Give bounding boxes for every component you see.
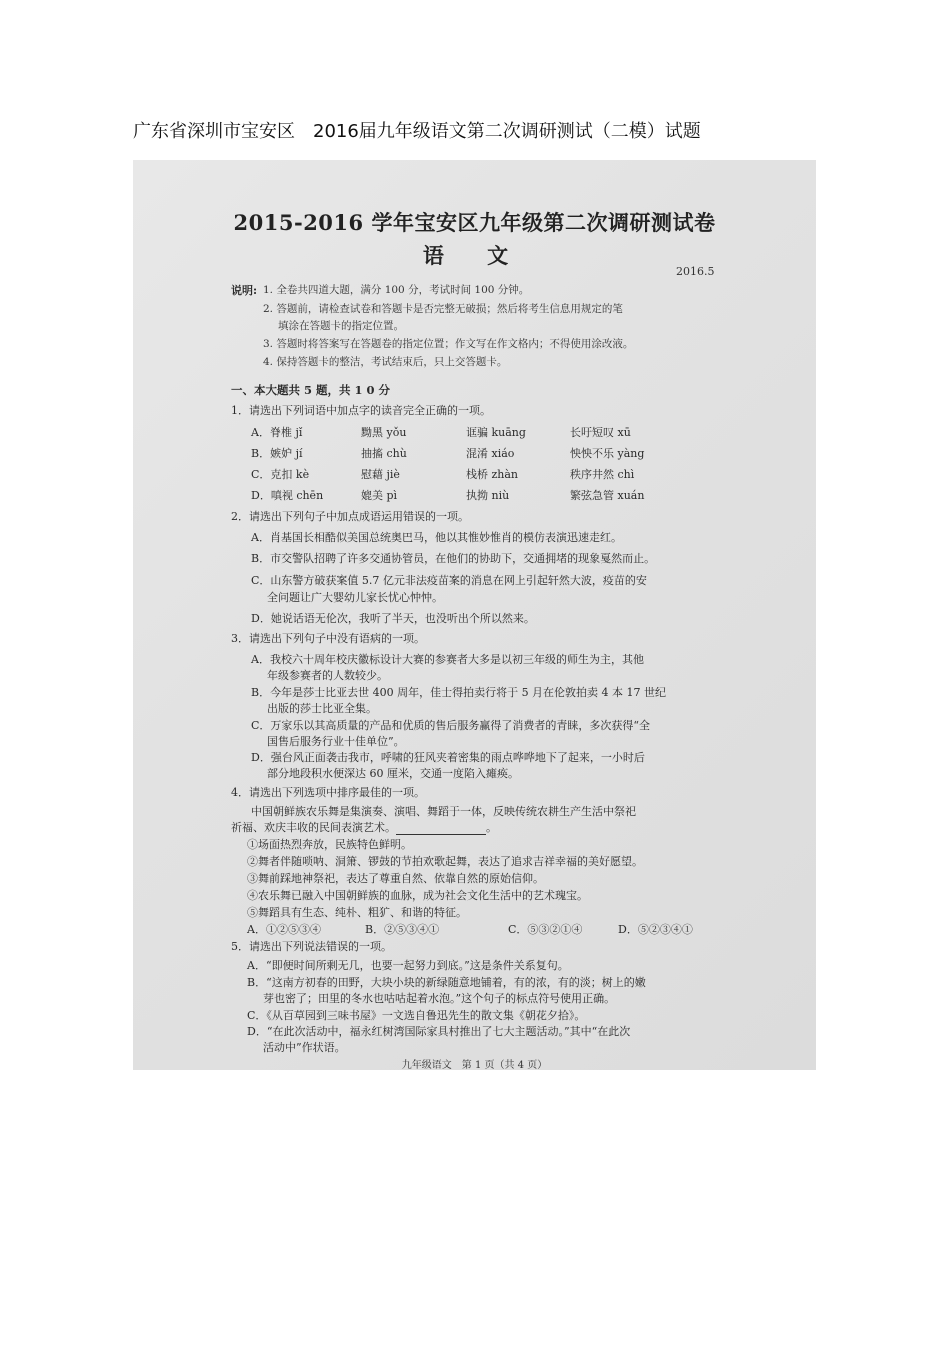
q4-item: ①场面热烈奔放，民族特色鲜明。 <box>247 838 412 851</box>
q2-option: A．肖基国长相酷似美国总统奥巴马，他以其惟妙惟肖的模仿表演迅速走红。 <box>251 531 622 544</box>
q1-option: 黝黑 yǒu <box>361 426 407 439</box>
document-heading: 广东省深圳市宝安区 2016届九年级语文第二次调研测试（二模）试题 <box>133 121 701 142</box>
q2-option: B．市交警队招聘了许多交通协管员，在他们的协助下，交通拥堵的现象戛然而止。 <box>251 552 656 565</box>
note-line: 填涂在答题卡的指定位置。 <box>278 320 404 332</box>
question-3-stem: 3．请选出下列句子中没有语病的一项。 <box>231 632 425 645</box>
q3-option: 出版的莎士比亚全集。 <box>267 702 377 715</box>
question-1-stem: 1．请选出下列词语中加点字的读音完全正确的一项。 <box>231 404 491 417</box>
q4-item: ③舞前踩地神祭祀，表达了尊重自然、依靠自然的原始信仰。 <box>247 872 544 885</box>
q4-item: ⑤舞蹈具有生态、纯朴、粗犷、和谐的特征。 <box>247 906 467 919</box>
q4-item: ④农乐舞已融入中国朝鲜族的血脉，成为社会文化生活中的艺术瑰宝。 <box>247 889 588 902</box>
page-footer: 九年级语文 第 1 页（共 4 页） <box>401 1060 548 1070</box>
question-4-stem: 4．请选出下列选项中排序最佳的一项。 <box>231 786 425 799</box>
answer-blank <box>396 824 486 835</box>
q1-option: 繁弦急管 xuán <box>570 489 645 502</box>
q3-option: B．今年是莎士比亚去世 400 周年，佳士得拍卖行将于 5 月在伦敦拍卖 4 本 17 世纪 <box>251 686 667 699</box>
q5-option: B．“这南方初春的田野，大块小块的新绿随意地铺着，有的浓，有的淡；树上的嫩 <box>247 976 646 989</box>
q1-option: 混淆 xiáo <box>466 447 515 460</box>
exam-paper <box>133 160 816 1070</box>
q4-passage: 中国朝鲜族农乐舞是集演奏、演唱、舞蹈于一体，反映传统农耕生产生活中祭祀 <box>251 805 636 818</box>
note-line: 1. 全卷共四道大题，满分 100 分，考试时间 100 分钟。 <box>263 284 530 296</box>
exam-date: 2016.5 <box>676 265 715 278</box>
q4-passage-text: 祈福、欢庆丰收的民间表演艺术。 <box>231 821 396 834</box>
q4-item: ②舞者伴随唢呐、洞箫、锣鼓的节拍欢歌起舞，表达了追求吉祥幸福的美好愿望。 <box>247 855 643 868</box>
q5-option: 芽也密了；田里的冬水也咕咕起着水泡。”这个句子的标点符号使用正确。 <box>263 992 616 1005</box>
q4-choice: D．⑤②③④① <box>618 923 693 936</box>
exam-title: 2015-2016 学年宝安区九年级第二次调研测试卷 <box>233 210 716 235</box>
q1-option: 栈桥 zhàn <box>466 468 519 481</box>
q1-option: 慰藉 jiè <box>361 468 400 481</box>
section-heading: 一、本大题共 5 题，共 1 0 分 <box>231 383 391 397</box>
q5-option: 活动中”作状语。 <box>263 1041 346 1054</box>
q1-option: D．嗔视 chēn <box>251 489 324 502</box>
q1-option: 诓骗 kuāng <box>466 426 526 439</box>
q1-option: 抽搐 chù <box>361 447 407 460</box>
q5-option: C．《从百草园到三味书屋》一文选自鲁迅先生的散文集《朝花夕拾》。 <box>247 1009 586 1022</box>
q3-option: 部分地段积水便深达 60 厘米，交通一度陷入瘫痪。 <box>267 767 519 780</box>
q1-option: A．脊椎 jǐ <box>251 426 303 439</box>
note-line: 3. 答题时将答案写在答题卷的指定位置；作文写在作文格内；不得使用涂改液。 <box>263 338 634 350</box>
q4-choice: B．②⑤③④① <box>365 923 440 936</box>
notes-label: 说明: <box>231 284 258 297</box>
q1-option: B．嫉妒 jí <box>251 447 303 460</box>
q3-option: C．万家乐以其高质量的产品和优质的售后服务赢得了消费者的青睐，多次获得“全 <box>251 719 651 732</box>
q1-option: 秩序井然 chì <box>570 468 635 481</box>
q3-option: A．我校六十周年校庆徽标设计大赛的参赛者大多是以初三年级的师生为主，其他 <box>251 653 644 666</box>
q4-passage <box>231 819 497 835</box>
q1-option: 执拗 niù <box>466 489 510 502</box>
exam-subject: 语 文 <box>422 243 527 268</box>
q2-option: C．山东警方破获案值 5.7 亿元非法疫苗案的消息在网上引起轩然大波，疫苗的安 <box>251 574 647 587</box>
q5-option: D．“在此次活动中，福永红树湾国际家具村推出了七大主题活动。”其中“在此次 <box>247 1025 631 1038</box>
note-line: 4. 保持答题卡的整洁，考试结束后，只上交答题卡。 <box>263 356 508 368</box>
q5-option: A．“即便时间所剩无几，也要一起努力到底。”这是条件关系复句。 <box>247 959 569 972</box>
q3-option: 年级参赛者的人数较少。 <box>267 669 388 682</box>
q1-option: 媲美 pì <box>361 489 398 502</box>
question-5-stem: 5．请选出下列说法错误的一项。 <box>231 940 392 953</box>
q3-option: 国售后服务行业十佳单位”。 <box>267 735 405 748</box>
q1-option: C．克扣 kè <box>251 468 310 481</box>
q4-end-mark: 。 <box>486 821 497 834</box>
q3-option: D．强台风正面袭击我市，呼啸的狂风夹着密集的雨点哗哗地下了起来，一小时后 <box>251 751 645 764</box>
question-2-stem: 2．请选出下列句子中加点成语运用错误的一项。 <box>231 510 469 523</box>
q4-choice: A．①②⑤③④ <box>247 923 321 936</box>
q1-option: 怏怏不乐 yàng <box>570 447 645 460</box>
scanned-exam-page <box>133 160 816 1070</box>
q1-option: 长吁短叹 xū <box>570 426 631 439</box>
q2-option: D．她说话语无伦次，我听了半天，也没听出个所以然来。 <box>251 612 535 625</box>
q4-choice: C．⑤③②①④ <box>508 923 583 936</box>
q2-option: 全问题让广大婴幼儿家长忧心忡忡。 <box>267 591 443 604</box>
note-line: 2. 答题前，请检查试卷和答题卡是否完整无破损；然后将考生信息用规定的笔 <box>263 303 623 315</box>
